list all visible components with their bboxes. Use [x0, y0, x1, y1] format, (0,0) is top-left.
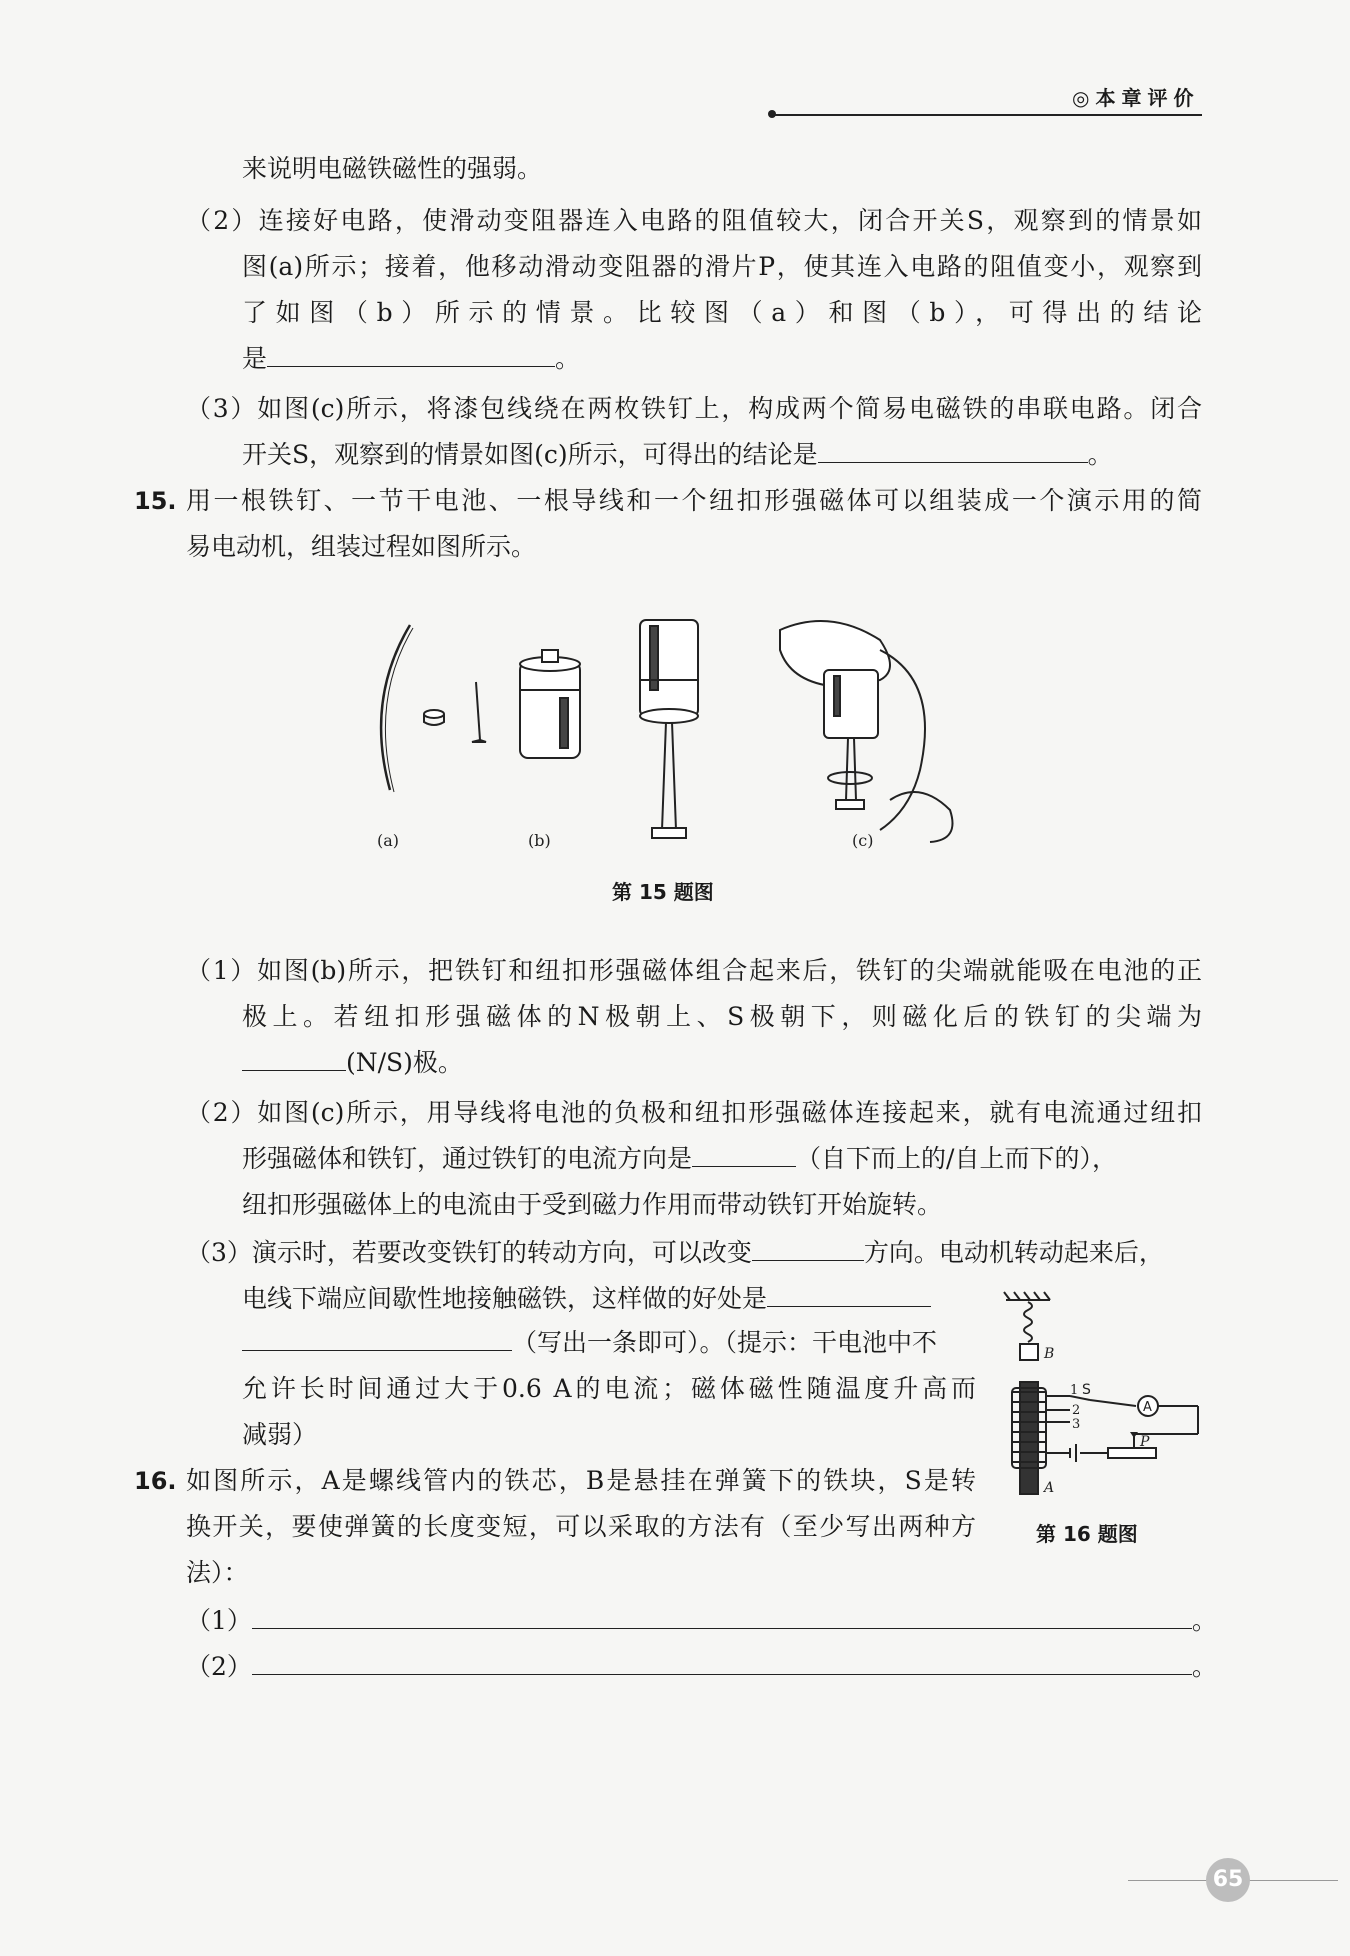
- q14-part2-answer-blank[interactable]: [267, 344, 555, 367]
- q16-label-3: 3: [1072, 1417, 1081, 1432]
- q14-part2-end: 。: [555, 344, 581, 373]
- figure-a-parts: [381, 625, 580, 792]
- q14-continuation: 来说明电磁铁磁性的强弱。: [242, 154, 543, 183]
- q16-label-B: B: [1044, 1346, 1055, 1362]
- q15-sub3-line1: [186, 1236, 1164, 1270]
- q15-sub1-line3: [242, 1046, 463, 1080]
- q15-figure: [360, 610, 980, 850]
- q16-figure: [990, 1288, 1210, 1498]
- q15-sub3-answer-blank3[interactable]: [242, 1328, 512, 1351]
- q16-answer2: [186, 1650, 1217, 1684]
- q15-sub2-answer-blank[interactable]: [692, 1144, 796, 1167]
- q16-answer1: [186, 1604, 1217, 1638]
- q14-part2-line3: 了如图（b）所示的情景。比较图（a）和图（b），可得出的结论: [242, 298, 1202, 327]
- q15-sub3-answer-blank1[interactable]: [752, 1238, 864, 1261]
- q16-label-2: 2: [1072, 1403, 1081, 1418]
- q15-sub2-text: 形强磁体和铁钉，通过铁钉的电流方向是: [242, 1144, 693, 1173]
- q16-label-A: A: [1044, 1480, 1055, 1496]
- q15-sub3-line5: 减弱）: [242, 1420, 318, 1449]
- q15-sub3-text: （3）演示时，若要改变铁钉的转动方向，可以改变: [186, 1238, 752, 1267]
- q15-sub2-line2: [242, 1142, 1117, 1176]
- q16-ammeter-label: A: [1143, 1400, 1152, 1415]
- q16-answer2-blank[interactable]: [252, 1652, 1192, 1675]
- q16-label-P: P: [1140, 1434, 1150, 1450]
- q16-number: 16.: [134, 1467, 177, 1495]
- q14-part2-is: 是: [242, 344, 268, 373]
- q16-answer1-blank[interactable]: [252, 1606, 1192, 1629]
- q15-sub3-line3: [242, 1326, 937, 1360]
- header-rule: [772, 114, 1202, 116]
- q15-sub3-line2: [242, 1282, 931, 1316]
- q14-part2-line2: 图(a)所示；接着，他移动滑动变阻器的滑片P，使其连入电路的阻值变小，观察到: [242, 252, 1202, 281]
- q14-part3-answer-blank[interactable]: [818, 440, 1088, 463]
- q14-part3-text: 开关S，观察到的情景如图(c)所示，可得出的结论是: [242, 440, 818, 469]
- q15-sub1-line3-text: (N/S)极。: [346, 1048, 463, 1077]
- q15-sub1-answer-blank[interactable]: [242, 1048, 346, 1071]
- q14-part3-line1: （3）如图(c)所示，将漆包线绕在两枚铁钉上，构成两个简易电磁铁的串联电路。闭合: [186, 394, 1202, 423]
- chapter-header-title: ◎本章评价: [1072, 86, 1200, 110]
- q15-sub3-hint-start: （写出一条即可）。（提示：干电池中不: [512, 1328, 938, 1357]
- figure-b-label: (b): [528, 831, 551, 850]
- figure-b-parts: [640, 620, 698, 838]
- q14-part2-line1: （2）连接好电路，使滑动变阻器连入电路的阻值较大，闭合开关S，观察到的情景如: [186, 206, 1202, 235]
- q15-sub1-line2: 极上。若纽扣形强磁体的N极朝上、S极朝下，则磁化后的铁钉的尖端为: [242, 1002, 1202, 1031]
- q16-line1: 如图所示，A是螺线管内的铁芯，B是悬挂在弹簧下的铁块，S是转: [186, 1466, 976, 1495]
- q14-part2-line4: [242, 342, 580, 376]
- q15-sub3-text2: 方向。电动机转动起来后，: [863, 1238, 1164, 1267]
- q15-sub3-line4: 允许长时间通过大于0.6 A的电流；磁体磁性随温度升高而: [242, 1374, 976, 1403]
- q16-answer1-label: （1）: [186, 1606, 252, 1635]
- q15-sub2-line3: 纽扣形强磁体上的电流由于受到磁力作用而带动铁钉开始旋转。: [242, 1190, 943, 1219]
- q14-part3-line2: [242, 438, 1113, 472]
- q16-label-1: 1: [1070, 1383, 1079, 1398]
- q15-sub3-answer-blank2[interactable]: [767, 1284, 931, 1307]
- page-number-decoration: [1128, 1848, 1338, 1908]
- q16-answer2-label: （2）: [186, 1652, 252, 1681]
- q15-sub1-line1: （1）如图(b)所示，把铁钉和纽扣形强磁体组合起来后，铁钉的尖端就能吸在电池的正: [186, 956, 1202, 985]
- q16-label-S: S: [1082, 1382, 1091, 1398]
- q15-sub2-options: （自下而上的/自上而下的），: [796, 1144, 1117, 1173]
- q14-part3-end: 。: [1087, 440, 1113, 469]
- q16-line2: 换开关，要使弹簧的长度变短，可以采取的方法有（至少写出两种方: [186, 1512, 976, 1541]
- q15-number: 15.: [134, 487, 177, 515]
- q16-line3: 法）：: [186, 1558, 249, 1587]
- q15-line1: 用一根铁钉、一节干电池、一根导线和一个纽扣形强磁体可以组装成一个演示用的简: [186, 486, 1202, 515]
- q16-answer2-end: 。: [1191, 1652, 1217, 1681]
- q15-line2: 易电动机，组装过程如图所示。: [186, 532, 537, 561]
- q15-figure-caption: 第 15 题图: [612, 880, 714, 904]
- q15-sub3-line2-text: 电线下端应间歇性地接触磁铁，这样做的好处是: [242, 1284, 768, 1313]
- figure-c-label: (c): [852, 831, 874, 850]
- figure-a-label: (a): [377, 831, 400, 850]
- q15-sub2-line1: （2）如图(c)所示，用导线将电池的负极和纽扣形强磁体连接起来，就有电流通过纽扣: [186, 1098, 1202, 1127]
- q16-figure-caption: 第 16 题图: [1036, 1522, 1138, 1546]
- q16-answer1-end: 。: [1191, 1606, 1217, 1635]
- figure-c-parts: [780, 621, 953, 842]
- page-number: 65: [1206, 1858, 1250, 1902]
